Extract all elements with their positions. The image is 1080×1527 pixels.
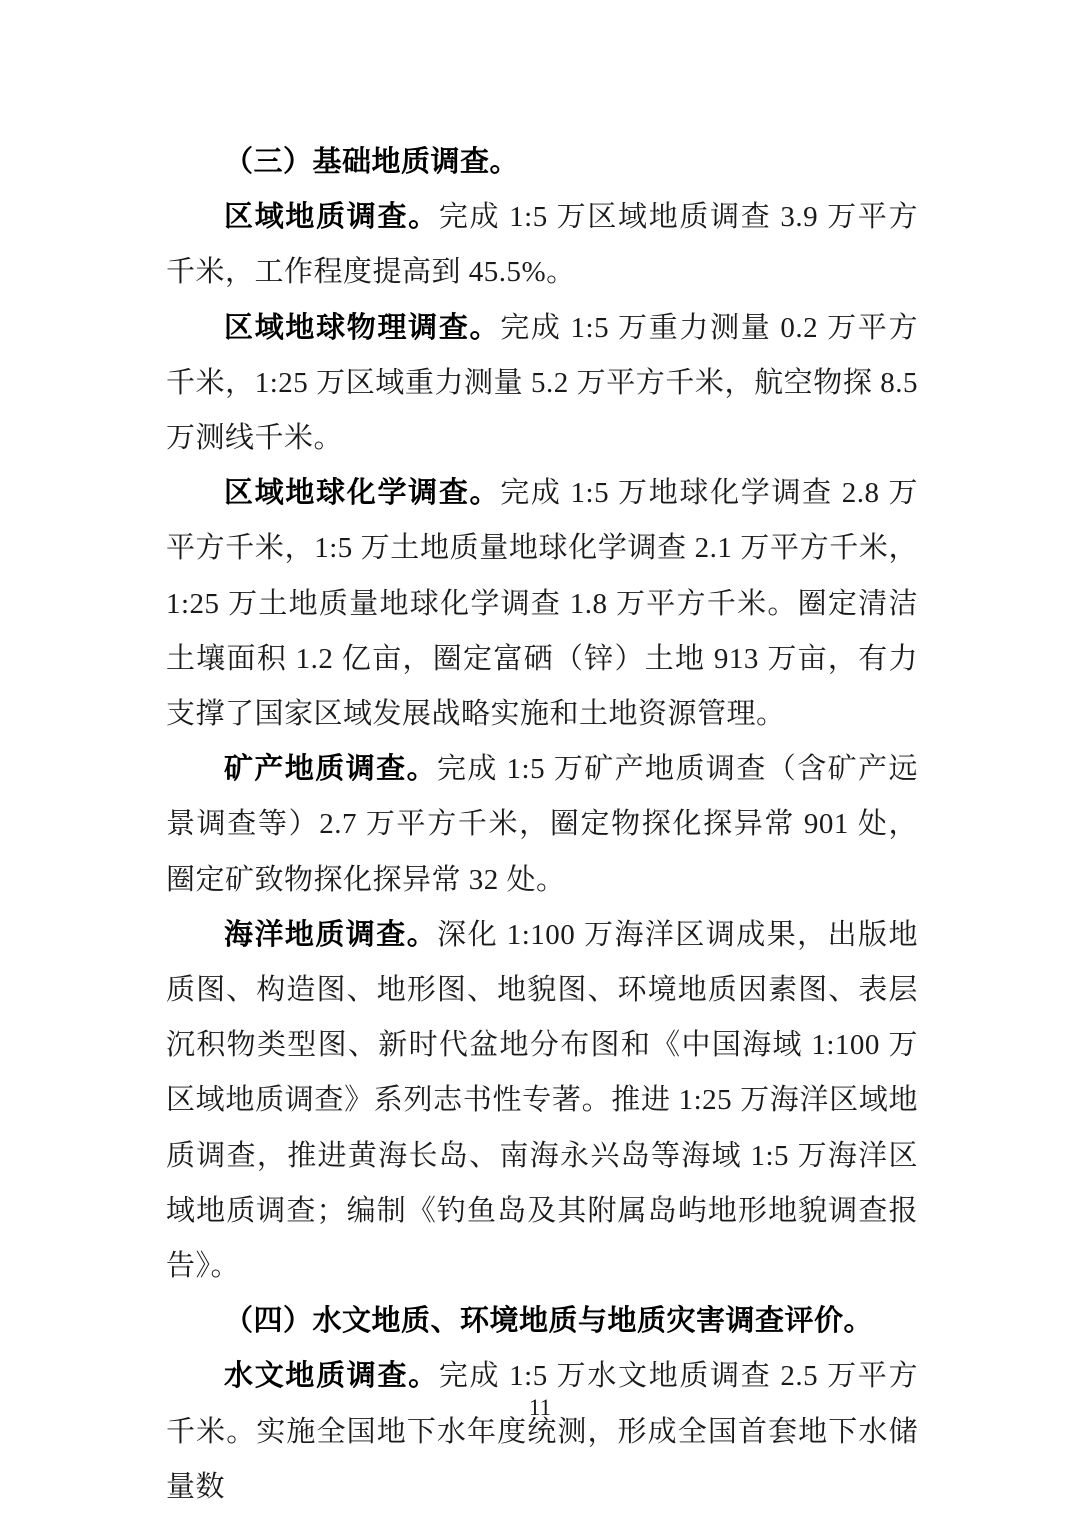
section-heading-basic-geological-survey: （三）基础地质调查。 bbox=[224, 146, 520, 178]
paragraph-text: 完成 1:5 万矿产地质调查（含矿产远景调查等）2.7 万平方千米，圈定物探化探异常 901 处，圈定矿致物探化探异常 32 处。 bbox=[166, 753, 918, 896]
paragraph-regional-geological-survey bbox=[166, 190, 918, 300]
paragraph-text: 完成 1:5 万水文地质调查 2.5 万平方千米。实施全国地下水年度统测，形成全国首套地下水储量数 bbox=[166, 1360, 918, 1503]
paragraph-regional-geophysical-survey bbox=[166, 301, 918, 467]
page-footer bbox=[0, 1394, 1080, 1422]
paragraph-mineral-geological-survey bbox=[166, 742, 918, 908]
paragraph-marine-geological-survey bbox=[166, 908, 918, 1294]
paragraph-lead-mineral-geological-survey: 矿产地质调查。 bbox=[224, 753, 437, 786]
document-body bbox=[166, 135, 918, 1515]
paragraph-text: 完成 1:5 万重力测量 0.2 万平方千米，1:25 万区域重力测量 5.2 万平方千米，航空物探 8.5 万测线千米。 bbox=[166, 311, 918, 455]
paragraph-lead-regional-geochemical-survey: 区域地球化学调查。 bbox=[224, 477, 501, 510]
paragraph-lead-hydrogeological-survey: 水文地质调查。 bbox=[224, 1360, 439, 1393]
paragraph-text: 完成 1:5 万区域地质调查 3.9 万平方千米，工作程度提高到 45.5%。 bbox=[166, 201, 918, 289]
section-heading-hydrogeology-environment-hazards: （四）水文地质、环境地质与地质灾害调查评价。 bbox=[224, 1305, 874, 1338]
paragraph-lead-regional-geological-survey: 区域地质调查。 bbox=[224, 201, 439, 234]
paragraph-text: 深化 1:100 万海洋区调成果，出版地质图、构造图、地形图、地貌图、环境地质因素图、表层沉积物类型图、新时代盆地分布图和《中国海域 1:100 万区域地质调查》系列志书性专著。推进 1:25 万海洋区域地质调查，推进黄海长岛、南海永兴岛等海域 1:5 万海洋区域地质调查；编制《钓鱼岛及其附属岛屿地形地貌调查报告》。 bbox=[166, 918, 918, 1283]
paragraph-lead-regional-geophysical-survey: 区域地球物理调查。 bbox=[224, 311, 501, 344]
paragraph-hydrogeological-survey bbox=[166, 1349, 918, 1515]
paragraph-text: 完成 1:5 万地球化学调查 2.8 万平方千米，1:5 万土地质量地球化学调查 2.1 万平方千米，1:25 万土地质量地球化学调查 1.8 万平方千米。圈定清洁土壤面积 1.2 亿亩，圈定富硒（锌）土地 913 万亩，有力支撑了国家区域发展战略实施和土地资源管理。 bbox=[166, 477, 918, 731]
paragraph-lead-marine-geological-survey: 海洋地质调查。 bbox=[224, 918, 438, 951]
page-number: 11 bbox=[528, 1395, 552, 1420]
paragraph-regional-geochemical-survey bbox=[166, 466, 918, 742]
